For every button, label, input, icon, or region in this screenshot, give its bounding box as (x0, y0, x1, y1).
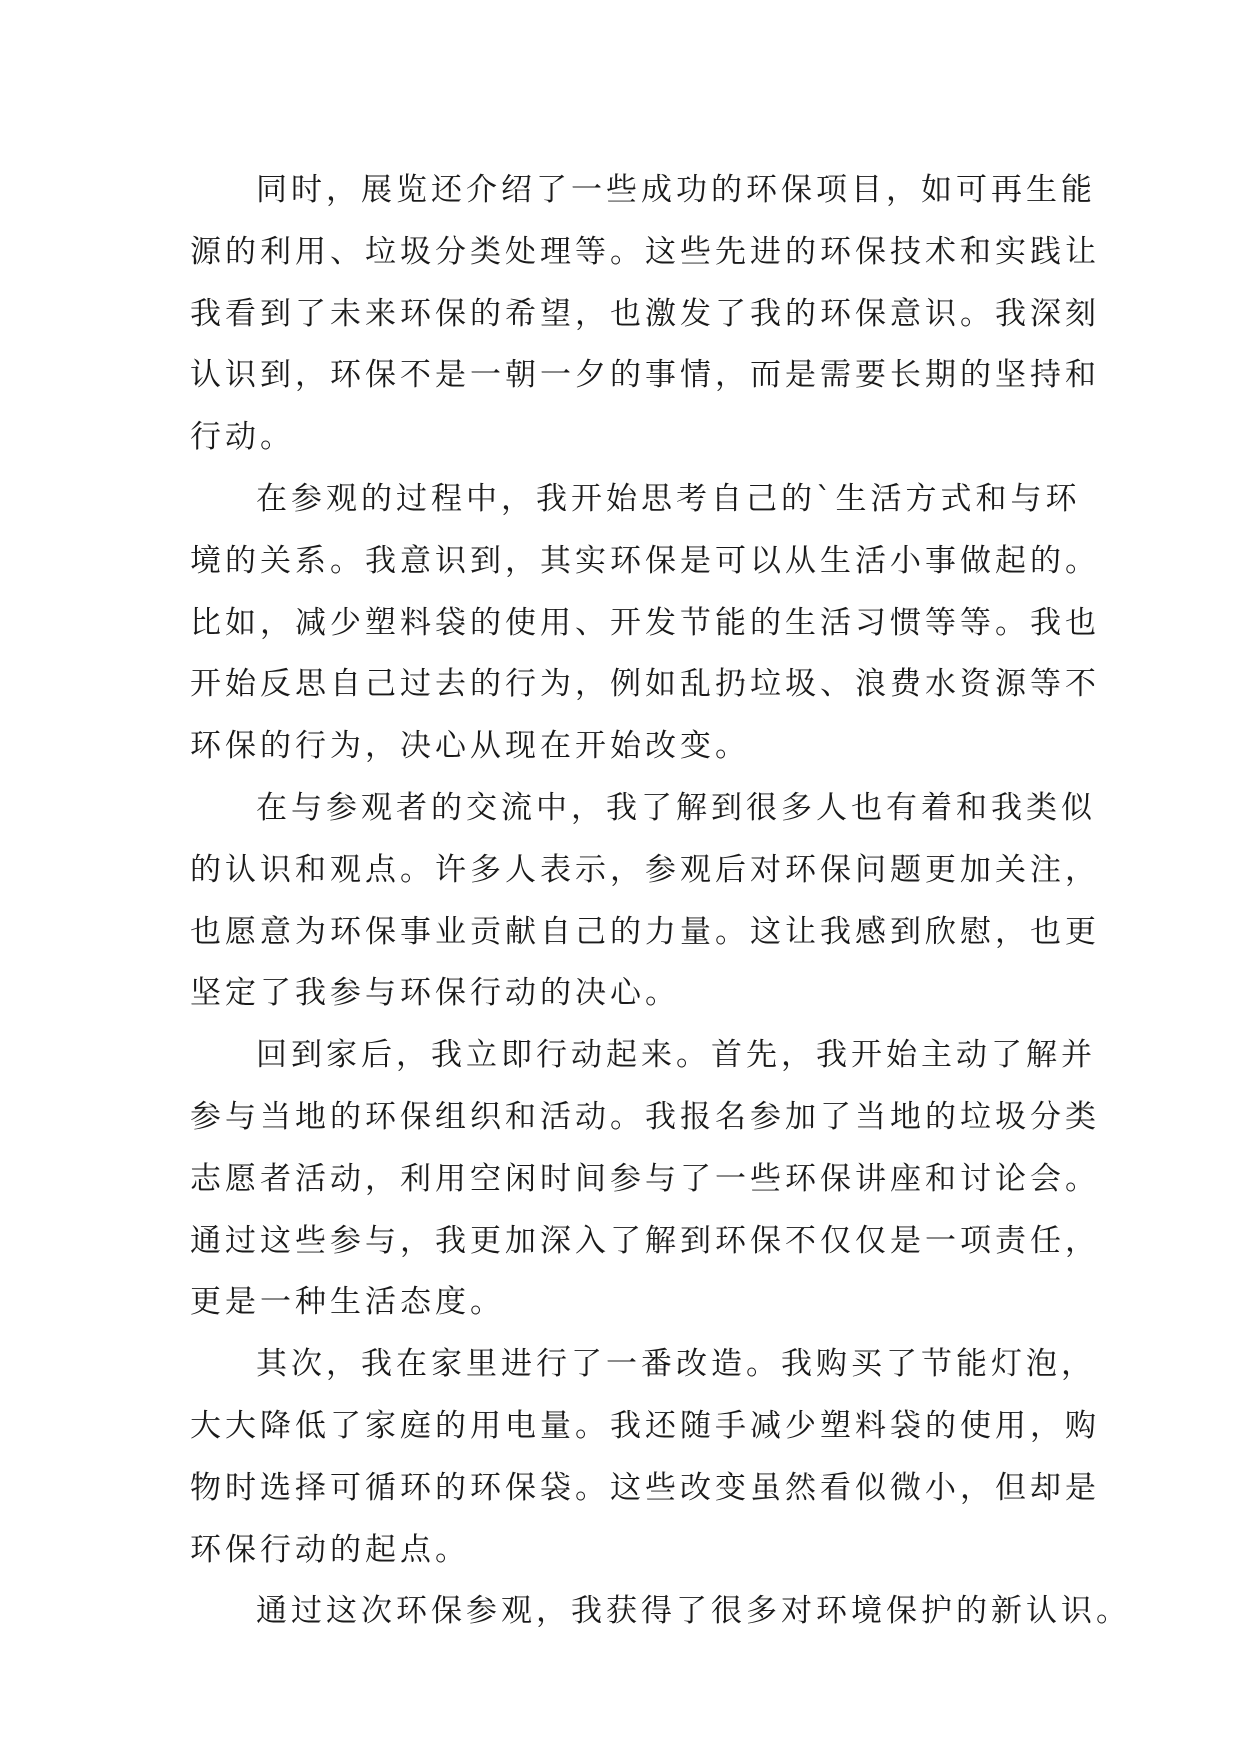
paragraph-line: 志愿者活动，利用空闲时间参与了一些环保讲座和讨论会。 (190, 1160, 1100, 1197)
paragraph-line: 也愿意为环保事业贡献自己的力量。这让我感到欣慰，也更 (190, 913, 1100, 950)
paragraph-line: 其次，我在家里进行了一番改造。我购买了节能灯泡， (256, 1346, 1096, 1383)
paragraph-line: 物时选择可循环的环保袋。这些改变虽然看似微小，但却是 (190, 1469, 1100, 1506)
paragraph-line: 比如，减少塑料袋的使用、开发节能的生活习惯等等。我也 (190, 604, 1100, 641)
paragraph-line: 同时，展览还介绍了一些成功的环保项目，如可再生能 (256, 172, 1096, 208)
paragraph-line: 坚定了我参与环保行动的决心。 (190, 975, 680, 1012)
body-text (190, 160, 1131, 1643)
paragraph-line: 通过这些参与，我更加深入了解到环保不仅仅是一项责任， (190, 1222, 1100, 1259)
paragraph-line: 在与参观者的交流中，我了解到很多人也有着和我类似 (256, 789, 1096, 826)
paragraph-line: 认识到，环保不是一朝一夕的事情，而是需要长期的坚持和 (190, 357, 1100, 394)
paragraph-line: 回到家后，我立即行动起来。首先，我开始主动了解并 (256, 1037, 1096, 1074)
paragraph-line: 参与当地的环保组织和活动。我报名参加了当地的垃圾分类 (190, 1098, 1100, 1135)
paragraph-line: 行动。 (190, 419, 295, 456)
paragraph-line: 的认识和观点。许多人表示，参观后对环保问题更加关注， (190, 851, 1100, 888)
paragraph-line: 我看到了未来环保的希望，也激发了我的环保意识。我深刻 (190, 295, 1100, 332)
paragraph-line: 开始反思自己过去的行为，例如乱扔垃圾、浪费水资源等不 (190, 666, 1100, 703)
paragraph-line: 通过这次环保参观，我获得了很多对环境保护的新认识。 (256, 1593, 1131, 1630)
paragraph-line: 环保的行为，决心从现在开始改变。 (190, 728, 750, 765)
paragraph-line: 大大降低了家庭的用电量。我还随手减少塑料袋的使用，购 (190, 1407, 1100, 1444)
paragraph-line: 境的关系。我意识到，其实环保是可以从生活小事做起的。 (190, 542, 1100, 579)
paragraph-line: 更是一种生活态度。 (190, 1284, 505, 1321)
paragraph-line: 在参观的过程中，我开始思考自己的`生活方式和与环 (256, 480, 1081, 517)
paragraph-line: 源的利用、垃圾分类处理等。这些先进的环保技术和实践让 (190, 233, 1100, 270)
paragraph-line: 环保行动的起点。 (190, 1531, 470, 1568)
